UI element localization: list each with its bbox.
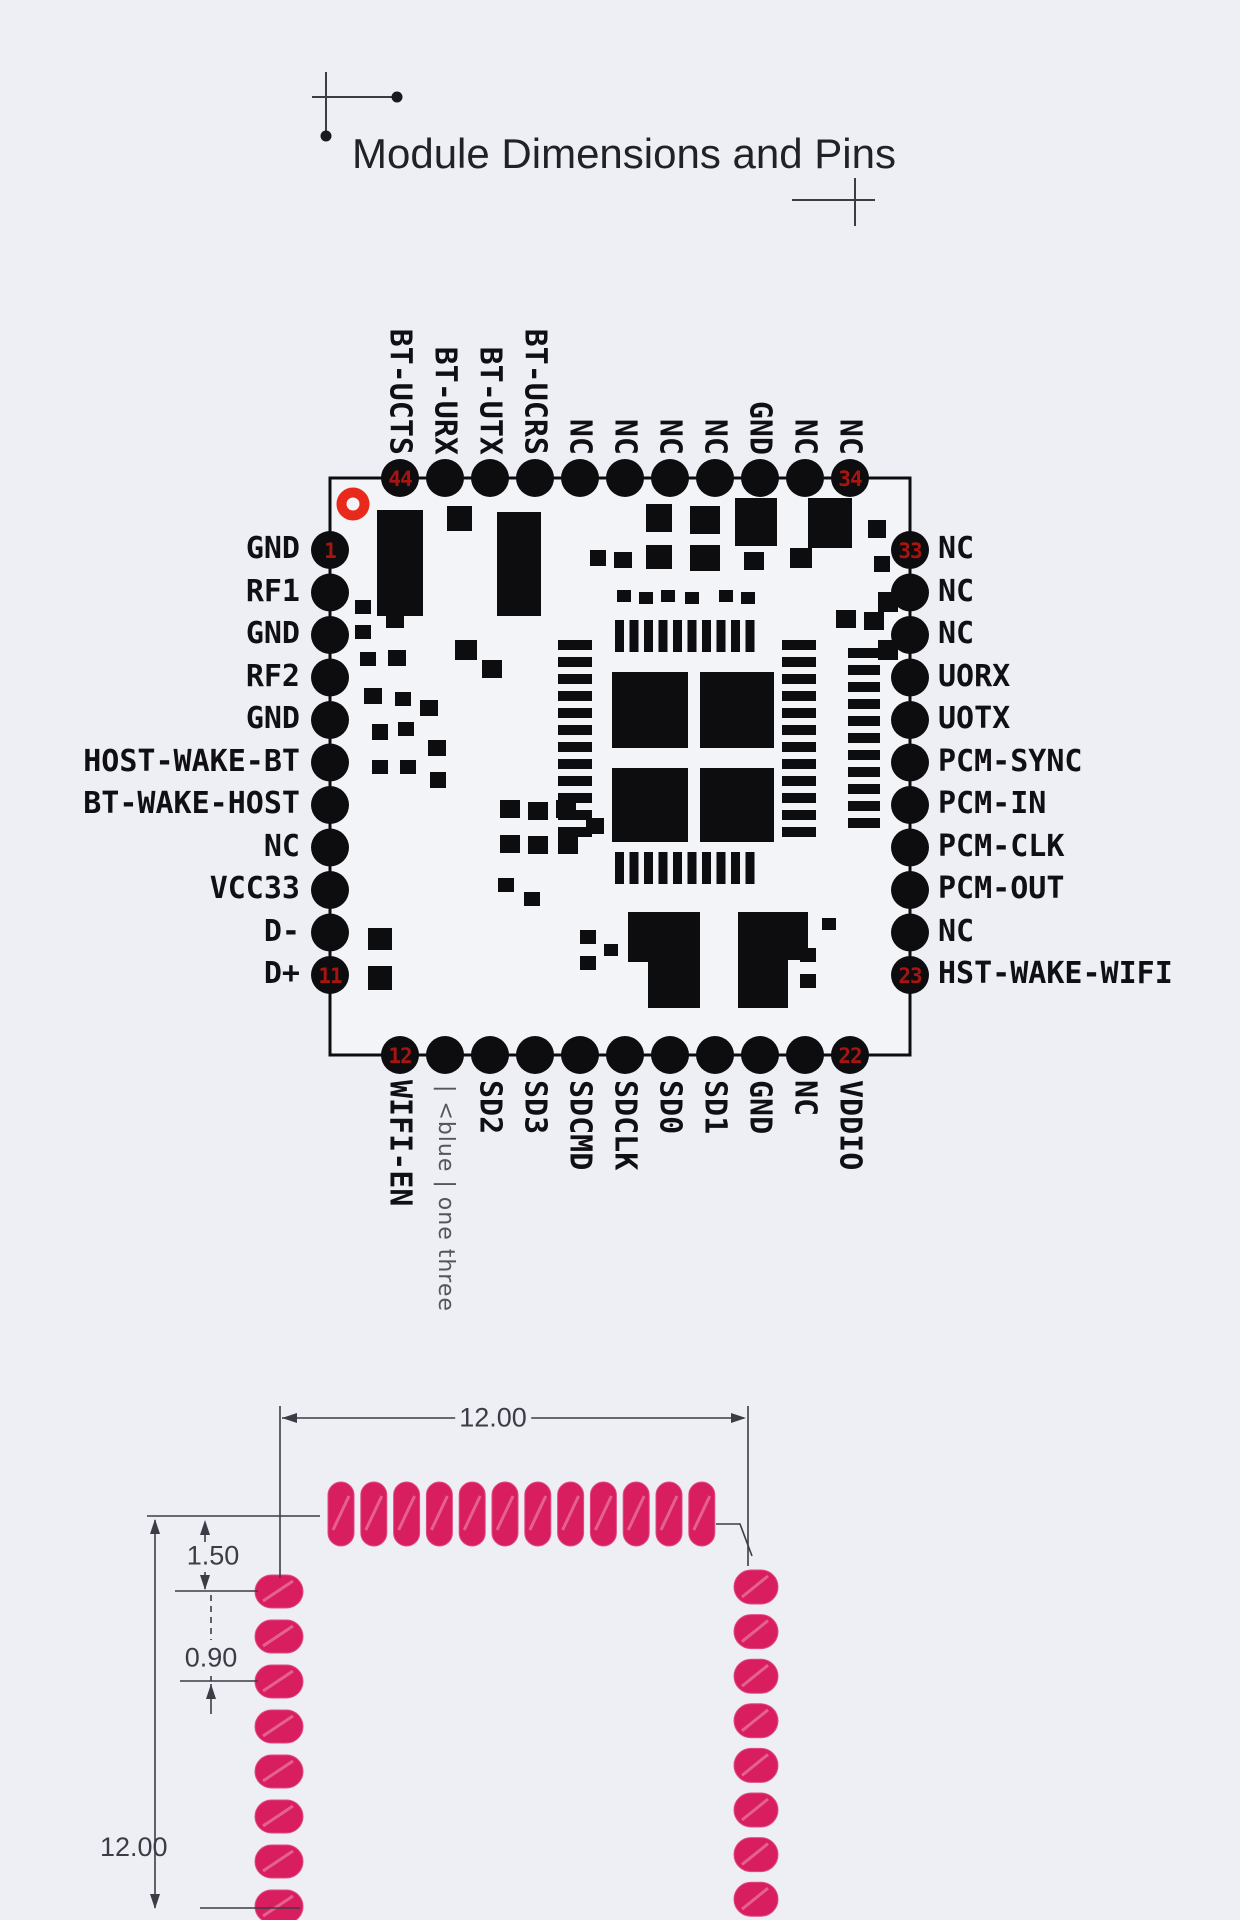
pin-circle bbox=[561, 1036, 599, 1074]
pin-circle bbox=[311, 871, 349, 909]
pin-number: 44 bbox=[388, 467, 412, 491]
ic-pattern-rect bbox=[700, 768, 774, 842]
ic-comb-bar bbox=[782, 759, 816, 769]
ic-pattern-rect bbox=[628, 912, 700, 962]
pin-label-left-8: NC bbox=[263, 828, 300, 864]
pin-label-top-39: NC bbox=[607, 418, 643, 455]
pin-label-bottom-22: VDDIO bbox=[832, 1080, 868, 1171]
pin-number: 22 bbox=[838, 1044, 862, 1068]
ic-comb-bar bbox=[848, 733, 880, 743]
ic-comb-bar bbox=[558, 810, 592, 820]
ic-pattern-rect bbox=[395, 692, 411, 706]
ic-comb-bar bbox=[746, 620, 755, 652]
pin-circle bbox=[516, 459, 554, 497]
ic-pattern-rect bbox=[372, 760, 388, 774]
ic-pattern-rect bbox=[372, 724, 388, 740]
pin-label-left-6: HOST-WAKE-BT bbox=[83, 743, 300, 779]
pin-circle bbox=[311, 829, 349, 867]
ic-comb-bar bbox=[558, 742, 592, 752]
dim-offset-value: 1.50 bbox=[186, 1540, 240, 1571]
pin-circle bbox=[471, 459, 509, 497]
ic-pattern-rect bbox=[580, 930, 596, 944]
ic-comb-bar bbox=[702, 852, 711, 884]
ic-pattern-rect bbox=[498, 878, 514, 892]
pin-label-bottom-19: SD1 bbox=[697, 1080, 733, 1135]
leader-line bbox=[716, 1524, 752, 1556]
ic-pattern-rect bbox=[580, 956, 596, 970]
pin-circle bbox=[741, 459, 779, 497]
ic-pattern-rect bbox=[386, 612, 404, 628]
ic-comb-bar bbox=[644, 852, 653, 884]
ic-pattern-rect bbox=[661, 590, 675, 602]
ic-pattern-rect bbox=[690, 545, 720, 571]
ic-pattern-rect bbox=[864, 612, 884, 630]
ic-comb-bar bbox=[688, 620, 697, 652]
title-mark-dot bbox=[321, 131, 332, 142]
ic-pattern-rect bbox=[639, 592, 653, 604]
pin-circle bbox=[891, 616, 929, 654]
pin-label-right-32: NC bbox=[938, 573, 975, 609]
pin-label-right-31: NC bbox=[938, 615, 975, 651]
ic-comb-bar bbox=[644, 620, 653, 652]
ic-comb-bar bbox=[746, 852, 755, 884]
ic-comb-bar bbox=[659, 852, 668, 884]
ic-pattern-rect bbox=[614, 552, 632, 568]
ic-pattern-rect bbox=[368, 966, 392, 990]
ic-comb-bar bbox=[717, 852, 726, 884]
dim-height-value: 12.00 bbox=[100, 1832, 168, 1862]
pin-number: 1 bbox=[324, 539, 336, 563]
pin-label-bottom-14: SD2 bbox=[472, 1080, 508, 1135]
ic-comb-bar bbox=[630, 852, 639, 884]
ic-pattern-rect bbox=[874, 556, 890, 572]
ic-pattern-rect bbox=[558, 836, 578, 854]
pin-label-bottom-21: NC bbox=[787, 1080, 823, 1117]
ic-pattern-rect bbox=[685, 592, 699, 604]
ic-comb-bar bbox=[782, 691, 816, 701]
pin-circle bbox=[426, 459, 464, 497]
pin-label-right-30: UORX bbox=[938, 658, 1011, 694]
ic-pattern-rect bbox=[612, 672, 688, 748]
pin-label-left-4: RF2 bbox=[245, 658, 300, 694]
ic-comb-bar bbox=[782, 810, 816, 820]
ic-pattern-rect bbox=[364, 688, 382, 704]
pin-circle bbox=[516, 1036, 554, 1074]
ic-comb-bar bbox=[558, 793, 592, 803]
ic-pattern-rect bbox=[612, 768, 688, 842]
ic-comb-bar bbox=[630, 620, 639, 652]
dimension-arrowhead bbox=[200, 1575, 210, 1590]
ic-pattern-rect bbox=[528, 802, 548, 820]
pin-circle bbox=[696, 459, 734, 497]
ic-comb-bar bbox=[782, 793, 816, 803]
pin-label-right-28: PCM-SYNC bbox=[938, 743, 1083, 779]
ic-pattern-rect bbox=[524, 892, 540, 906]
ic-pattern-rect bbox=[430, 772, 446, 788]
pin-label-left-7: BT-WAKE-HOST bbox=[83, 785, 300, 821]
pin-label-top-36: GND bbox=[742, 400, 778, 455]
pin-circle bbox=[606, 459, 644, 497]
ic-pattern-rect bbox=[646, 504, 672, 532]
ic-comb-bar bbox=[782, 776, 816, 786]
ic-pattern-rect bbox=[868, 520, 886, 538]
ic-pattern-rect bbox=[604, 944, 618, 956]
ic-pattern-rect bbox=[355, 600, 371, 614]
pin-circle bbox=[891, 829, 929, 867]
pin-label-top-35: NC bbox=[787, 418, 823, 455]
ic-pattern-rect bbox=[355, 625, 371, 639]
dim-width-value: 12.00 bbox=[455, 1403, 531, 1434]
ic-comb-bar bbox=[558, 776, 592, 786]
pin-circle bbox=[561, 459, 599, 497]
ic-pattern-rect bbox=[738, 960, 788, 1008]
ic-pattern-rect bbox=[646, 545, 672, 569]
pin-circle bbox=[891, 574, 929, 612]
pin-label-left-10: D- bbox=[263, 913, 300, 949]
ic-comb-bar bbox=[848, 682, 880, 692]
ic-comb-bar bbox=[782, 657, 816, 667]
pin-circle bbox=[606, 1036, 644, 1074]
ic-comb-bar bbox=[848, 665, 880, 675]
ic-comb-bar bbox=[558, 759, 592, 769]
ic-comb-bar bbox=[558, 674, 592, 684]
ic-comb-bar bbox=[782, 725, 816, 735]
title-mark-dot bbox=[392, 92, 403, 103]
pin-circle bbox=[311, 659, 349, 697]
ic-comb-bar bbox=[702, 620, 711, 652]
ic-comb-bar bbox=[848, 750, 880, 760]
pin-circle bbox=[311, 744, 349, 782]
ic-comb-bar bbox=[848, 699, 880, 709]
ic-pattern-rect bbox=[700, 672, 774, 748]
pin-number: 11 bbox=[318, 964, 342, 988]
ic-pattern-rect bbox=[648, 962, 700, 1008]
ic-pattern-rect bbox=[719, 590, 733, 602]
dimension-arrowhead bbox=[200, 1520, 210, 1535]
ic-comb-bar bbox=[782, 674, 816, 684]
pin-circle bbox=[891, 744, 929, 782]
ic-pattern-rect bbox=[800, 974, 816, 988]
pin-circle bbox=[651, 1036, 689, 1074]
dimension-arrowhead bbox=[731, 1413, 746, 1423]
pin-circle bbox=[741, 1036, 779, 1074]
ic-comb-bar bbox=[558, 708, 592, 718]
ic-pattern-rect bbox=[500, 835, 520, 853]
pin-circle bbox=[426, 1036, 464, 1074]
page-title: Module Dimensions and Pins bbox=[352, 130, 896, 177]
pin-label-top-40: NC bbox=[562, 418, 598, 455]
ic-comb-bar bbox=[688, 852, 697, 884]
pin-circle bbox=[696, 1036, 734, 1074]
ic-comb-bar bbox=[558, 657, 592, 667]
ic-pattern-rect bbox=[377, 510, 423, 616]
ic-pattern-rect bbox=[528, 836, 548, 854]
pin-circle bbox=[786, 1036, 824, 1074]
pin-label-right-24: NC bbox=[938, 913, 975, 949]
pin-label-top-42: BT-UTX bbox=[472, 346, 508, 455]
ic-pattern-rect bbox=[808, 498, 852, 548]
pin-label-bottom-20: GND bbox=[742, 1080, 778, 1135]
dimension-arrowhead bbox=[282, 1413, 297, 1423]
pin-label-top-44: BT-UCTS bbox=[382, 328, 418, 455]
pin-label-right-26: PCM-CLK bbox=[938, 828, 1065, 864]
pin-label-top-41: BT-UCRS bbox=[517, 328, 553, 455]
ic-pattern-rect bbox=[822, 918, 836, 930]
ic-comb-bar bbox=[848, 801, 880, 811]
pin-label-top-43: BT-URX bbox=[427, 346, 463, 455]
ic-comb-bar bbox=[558, 691, 592, 701]
pin-number: 23 bbox=[898, 964, 922, 988]
ic-pattern-rect bbox=[455, 640, 477, 660]
ic-pattern-rect bbox=[420, 700, 438, 716]
ic-pattern-rect bbox=[500, 800, 520, 818]
pin-label-bottom-12: WIFI-EN bbox=[382, 1080, 418, 1207]
ic-pattern-rect bbox=[735, 498, 777, 546]
ic-comb-bar bbox=[848, 767, 880, 777]
dimension-arrowhead bbox=[150, 1519, 160, 1534]
dimension-arrowhead bbox=[206, 1684, 216, 1699]
ic-pattern-rect bbox=[790, 548, 812, 568]
pin-number: 34 bbox=[838, 467, 862, 491]
watermark-text: | <blue | one three bbox=[433, 1085, 459, 1312]
ic-pattern-rect bbox=[447, 506, 472, 531]
ic-pattern-rect bbox=[388, 650, 406, 666]
ic-comb-bar bbox=[782, 827, 816, 837]
ic-pattern-rect bbox=[741, 592, 755, 604]
pin-label-left-2: RF1 bbox=[245, 573, 300, 609]
ic-comb-bar bbox=[731, 852, 740, 884]
ic-comb-bar bbox=[717, 620, 726, 652]
ic-comb-bar bbox=[615, 620, 624, 652]
pin-circle bbox=[311, 914, 349, 952]
pin-label-left-3: GND bbox=[245, 615, 300, 651]
pin-label-right-29: UOTX bbox=[938, 700, 1011, 736]
ic-comb-bar bbox=[615, 852, 624, 884]
pin-circle bbox=[891, 786, 929, 824]
ic-pattern-rect bbox=[428, 740, 446, 756]
ic-pattern-rect bbox=[690, 506, 720, 534]
pin-number: 12 bbox=[388, 1044, 412, 1068]
ic-comb-bar bbox=[848, 818, 880, 828]
ic-pattern-rect bbox=[400, 760, 416, 774]
pin-circle bbox=[311, 701, 349, 739]
ic-comb-bar bbox=[558, 640, 592, 650]
ic-comb-bar bbox=[782, 640, 816, 650]
pin-circle bbox=[311, 574, 349, 612]
dimension-arrowhead bbox=[150, 1894, 160, 1909]
ic-comb-bar bbox=[673, 852, 682, 884]
pin-circle bbox=[786, 459, 824, 497]
ic-pattern-rect bbox=[836, 610, 856, 628]
ic-pattern-rect bbox=[590, 550, 606, 566]
ic-pattern-rect bbox=[360, 652, 376, 666]
ic-pattern-rect bbox=[744, 552, 764, 570]
pin-label-top-34: NC bbox=[832, 418, 868, 455]
pin-label-left-11: D+ bbox=[263, 955, 300, 991]
ic-comb-bar bbox=[782, 708, 816, 718]
ic-comb-bar bbox=[558, 827, 592, 837]
pin-circle bbox=[311, 616, 349, 654]
ic-pattern-rect bbox=[368, 928, 392, 950]
ic-comb-bar bbox=[659, 620, 668, 652]
ic-comb-bar bbox=[848, 648, 880, 658]
pin-label-bottom-16: SDCMD bbox=[562, 1080, 598, 1171]
ic-comb-bar bbox=[731, 620, 740, 652]
ic-comb-bar bbox=[558, 725, 592, 735]
ic-comb-bar bbox=[673, 620, 682, 652]
pin-circle bbox=[891, 701, 929, 739]
pin-label-right-25: PCM-OUT bbox=[938, 870, 1065, 906]
pin-label-right-23: HST-WAKE-WIFI bbox=[938, 955, 1173, 991]
dim-pitch-value: 0.90 bbox=[184, 1642, 238, 1673]
ic-pattern-rect bbox=[482, 660, 502, 678]
pin-label-left-1: GND bbox=[245, 530, 300, 566]
ic-pattern-rect bbox=[497, 512, 541, 616]
ic-comb-bar bbox=[848, 784, 880, 794]
pin-label-top-38: NC bbox=[652, 418, 688, 455]
pin-label-right-27: PCM-IN bbox=[938, 785, 1047, 821]
pin-label-bottom-18: SD0 bbox=[652, 1080, 688, 1135]
pin-label-right-33: NC bbox=[938, 530, 975, 566]
ic-pattern-rect bbox=[617, 590, 631, 602]
pin-label-left-9: VCC33 bbox=[209, 870, 300, 906]
pin-circle bbox=[891, 914, 929, 952]
ic-comb-bar bbox=[848, 716, 880, 726]
pin-label-left-5: GND bbox=[245, 700, 300, 736]
pin-circle bbox=[311, 786, 349, 824]
pin-label-bottom-15: SD3 bbox=[517, 1080, 553, 1135]
pin-label-top-37: NC bbox=[697, 418, 733, 455]
ic-comb-bar bbox=[782, 742, 816, 752]
pin-circle bbox=[471, 1036, 509, 1074]
pin-number: 33 bbox=[898, 539, 922, 563]
pin-label-bottom-17: SDCLK bbox=[607, 1080, 643, 1171]
pin-circle bbox=[891, 659, 929, 697]
pin-circle bbox=[891, 871, 929, 909]
ic-pattern-rect bbox=[398, 722, 414, 736]
ic-pattern-rect bbox=[738, 912, 808, 960]
pin-circle bbox=[651, 459, 689, 497]
